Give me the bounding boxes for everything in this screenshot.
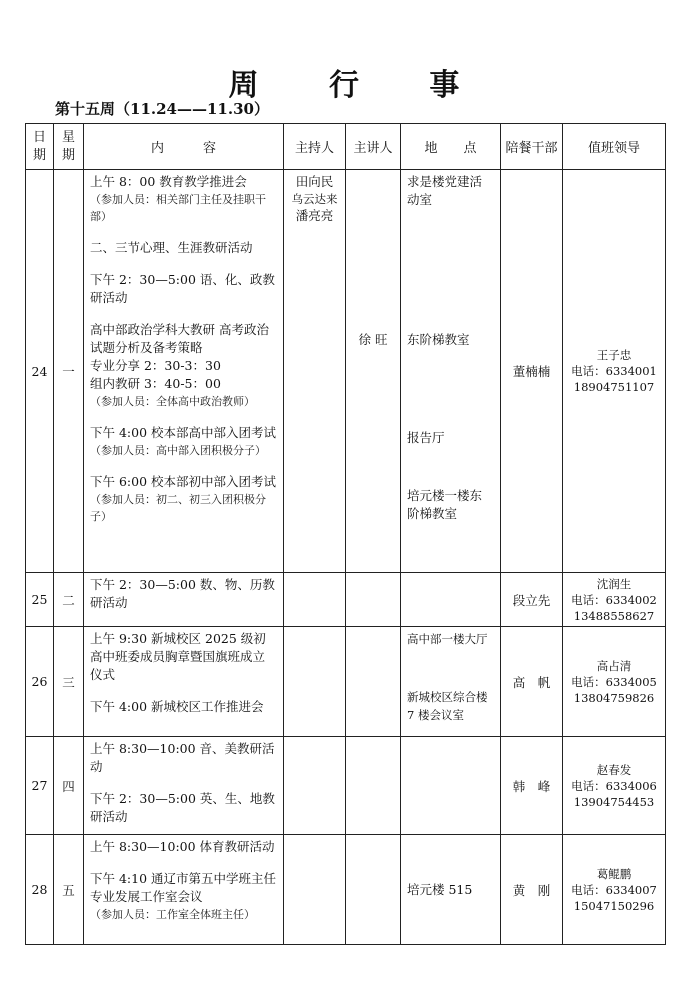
row-escort: 黄 刚 (501, 835, 563, 945)
row-duty: 赵春发 电话：6334006 13904754453 (563, 737, 666, 835)
row-date: 28 (26, 835, 54, 945)
row-location: 培元楼 515 (401, 835, 501, 945)
row-host (284, 737, 346, 835)
row-date: 25 (26, 573, 54, 627)
row-duty: 沈润生 电话：6334002 13488558627 (563, 573, 666, 627)
row-speaker: 徐 旺 (346, 170, 401, 573)
row-location (401, 737, 501, 835)
row-host: 田向民 乌云达来 潘亮亮 (284, 170, 346, 573)
header-duty: 值班领导 (563, 124, 666, 170)
row-speaker (346, 835, 401, 945)
header-escort: 陪餐干部 (501, 124, 563, 170)
table-row (26, 627, 666, 737)
table-row (26, 835, 666, 945)
row-duty: 王子忠 电话：6334001 18904751107 (563, 170, 666, 573)
row-weekday: 三 (54, 627, 84, 737)
row-content: 上午 8:30—10:00 音、美教研活动 下午 2：30—5:00 英、生、地教研活动 (84, 737, 284, 835)
header-location: 地 点 (401, 124, 501, 170)
schedule-table (25, 123, 666, 945)
header-host: 主持人 (284, 124, 346, 170)
table-row (26, 737, 666, 835)
row-host (284, 835, 346, 945)
row-weekday: 五 (54, 835, 84, 945)
header-content: 内 容 (84, 124, 284, 170)
row-speaker (346, 573, 401, 627)
row-weekday: 二 (54, 573, 84, 627)
header-speaker: 主讲人 (346, 124, 401, 170)
header-weekday: 星期 (54, 124, 84, 170)
page-title: 周 行 事 (228, 68, 490, 103)
row-escort: 韩 峰 (501, 737, 563, 835)
row-date: 26 (26, 627, 54, 737)
row-speaker (346, 627, 401, 737)
row-location (401, 573, 501, 627)
header-date: 日期 (26, 124, 54, 170)
row-host (284, 627, 346, 737)
row-location: 高中部一楼大厅 新城校区综合楼 7 楼会议室 (401, 627, 501, 737)
row-duty: 葛鲲鹏 电话：6334007 15047150296 (563, 835, 666, 945)
table-row (26, 170, 666, 573)
row-escort: 高 帆 (501, 627, 563, 737)
row-escort: 董楠楠 (501, 170, 563, 573)
row-date: 27 (26, 737, 54, 835)
table-row (26, 573, 666, 627)
table-header-row (26, 124, 666, 170)
row-weekday: 一 (54, 170, 84, 573)
row-content: 下午 2：30—5:00 数、物、历教研活动 (84, 573, 284, 627)
row-location: 求是楼党建活动室 东阶梯教室 报告厅 培元楼一楼东阶梯教室 (401, 170, 501, 573)
row-duty: 高占清 电话：6334005 13804759826 (563, 627, 666, 737)
row-escort: 段立先 (501, 573, 563, 627)
week-label: 第十五周（11.24——11.30） (55, 100, 269, 118)
row-weekday: 四 (54, 737, 84, 835)
row-date: 24 (26, 170, 54, 573)
row-content: 上午 8:30—10:00 体育教研活动 下午 4:10 通辽市第五中学班主任专业发展工作室会议 （参加人员：工作室全体班主任） (84, 835, 284, 945)
row-speaker (346, 737, 401, 835)
row-content: 上午 8：00 教育教学推进会 （参加人员：相关部门主任及挂职干部） 二、三节心理、生涯教研活动 下午 2：30—5:00 语、化、政教研活动 高中部政治学科大教研 高考政治试题分析及备考策略 专业分享 2：30-3：30 组内教研 3：40-5：00 （参加人员：全体高中政治教师） 下午 4:00 校本部高中部入团考试 （参加人员：高中部入团积极分子） 下午 6:00 校本部初中部入团考试 （参加人员：初二、初三入团积极分子） (84, 170, 284, 573)
row-content: 上午 9:30 新城校区 2025 级初高中班委成员胸章暨国旗班成立仪式 下午 4:00 新城校区工作推进会 (84, 627, 284, 737)
row-host (284, 573, 346, 627)
